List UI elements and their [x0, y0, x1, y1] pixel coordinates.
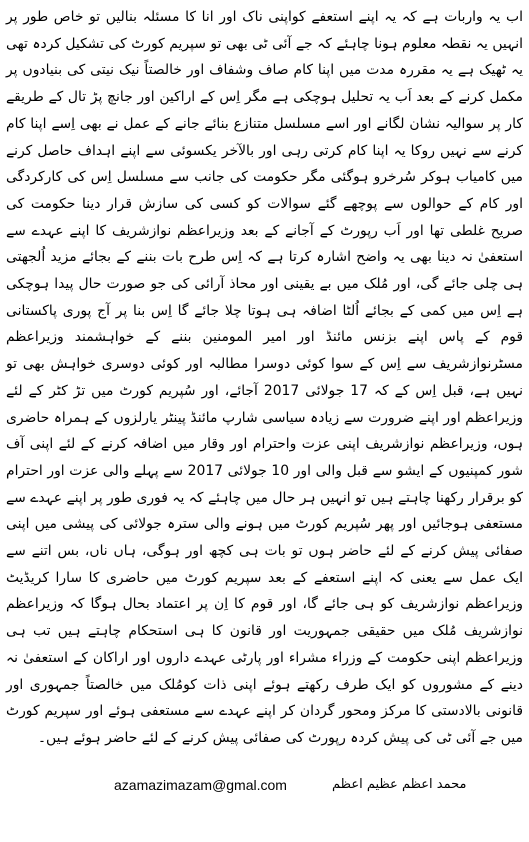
article-footer	[0, 773, 529, 797]
article-body: اب یہ واربات ہے کہ یہ اپنے استعفے کواپنی ناک اور انا کا مسئلہ بنالیں تو خاص طور پر انہیں یہ نقطہ معلوم ہونا چاہئے کہ جے آئی ٹی بھی تو سپریم کورٹ کی تشکیل کردہ تھی یہ ٹھیک ہے یہ مقررہ مدت میں اپنا کام صاف وشفاف اور خالصتاً نیک نیتی کی بنیادوں پر مکمل کرنے کے بعد اَب یہ تحلیل ہوچکی ہے مگر اِس کے اراکین اور جانچ پڑ تال کے طریقے کار پر سوالیہ نشان لگانے اور اسے مسلسل متنازع بنائے جانے کے عمل نے بھی اِسے اپنا کام کرنے سے نہیں روکا یہ اپنا کام کرتی رہی اور بالآخر یکسوئی سے اپنے اہداف حاصل کرنے میں کامیاب ہوکر سُرخرو ہوگئی مگر حکومت کی جانب سے مسلسل اِس کی کارکردگی اور کام کے حوالوں سے پوچھے گئے سوالات کو کسی کی سازش قرار دینا حکومت کی صریح غلطی تھا اور اَب رپورٹ کے آجانے کے بعد وزیراعظم نوازشریف کا اپنے عہدے سے استعفیٰ نہ دینا بھی یہ واضح اشارہ کرتا ہے کہ اِس طرح بات بننے کے بجائے مزید اُلجھتی ہی چلی جائے گی، اور مُلک میں بے یقینی اور محاذ آرائی کی جو صورت حال پیدا ہوچکی ہے اِس میں کمی کے بجائے اُلٹا اضافہ ہی ہوتا چلا جائے گا اِس بنا پر آج پوری پاکستانی قوم کے پاس اپنے بزنس مائنڈ اور امیر المومنین بننے کے خواہشمند وزیراعظم مسٹرنوازشریف سے اِس کے سوا کوئی دوسرا مطالبہ اور کوئی دوسری خواہش بھی تو نہیں ہے، قبل اِس کے کہ 17 جولائی 2017 آجائے، اور سُپریم کورٹ میں تڑ کٹر کے لئے وزیراعظم اور اپنے ضرورت سے زیادہ سیاسی شارپ مائنڈ پینٹر یارلزوں کے ہمراہ حاضری ہوں، وزیراعظم نوازشریف اپنی عزت واحترام اور وقار میں اضافہ کرنے کے لئے اپنی آف شور کمپنیوں کے ایشو سے قبل والی اور 10 جولائی 2017 سے پہلے والی عزت اور احترام کو برقرار رکھنا چاہتے ہیں تو انہیں ہر حال میں چاہئے کہ یہ فوری طور پر اپنے عہدے سے مستعفی ہوجائیں اور پھر سُپریم کورٹ میں ہونے والی سترہ جولائی کی پیشی میں اپنی صفائی پیش کرنے کے لئے حاضر ہوں تو بات ہی کچھ اور ہوگی، ہاں ناں، بس اتنے سے ایک عمل سے یعنی کہ اپنے استعفے کے بعد سپریم کورٹ میں حاضری کا سارا کریڈیٹ وزیراعظم نوازشریف کو ہی جائے گا، اور قوم کا اِن پر اعتماد بحال ہوگا کہ وزیراعظم نوازشریف مُلک میں حقیقی جمہوریت اور قانون کا ہی استحکام چاہتے ہیں تب ہی وزیراعظم اپنی حکومت کے وزراء مشراء اور پارٹی عہدے داروں اور اراکان کے استعفیٰ نہ دینے کے مشوروں کو ایک طرف رکھتے ہوئے اپنی ذات کومُلک میں خالصتاً جمہوری اور قانونی بالادستی کا مرکز ومحور گردان کر اپنے عہدے سے مستعفی ہوئے اور سپریم کورٹ میں جے آئی ٹی کی پیش کردہ رپورٹ کی صفائی پیش کرنے کے لئے حاضر ہوئے ہیں۔	[6, 9, 523, 746]
author-name: محمد اعظم عظیم اعظم	[332, 777, 467, 792]
author-email: azamazimazam@gmal.com	[114, 777, 287, 793]
